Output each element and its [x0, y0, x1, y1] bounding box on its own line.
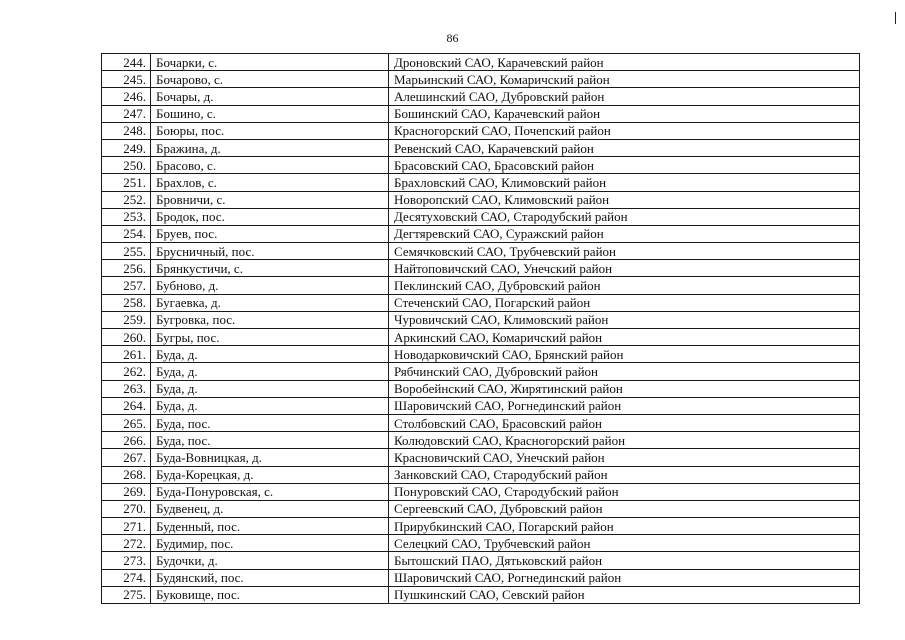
row-number-cell: 255. [102, 243, 151, 260]
table-row [102, 174, 860, 191]
settlement-name-cell: Брусничный, пос. [151, 243, 389, 260]
district-cell: Красногорский САО, Почепский район [389, 122, 860, 139]
settlement-name-cell: Бочарово, с. [151, 71, 389, 88]
row-number-cell: 275. [102, 586, 151, 603]
district-cell: Шаровичский САО, Рогнединский район [389, 397, 860, 414]
settlement-name-cell: Буда, д. [151, 363, 389, 380]
district-cell: Бошинский САО, Карачевский район [389, 105, 860, 122]
settlement-name-cell: Бубново, д. [151, 277, 389, 294]
settlements-table [101, 53, 860, 604]
district-cell: Новоропский САО, Климовский район [389, 191, 860, 208]
row-number-cell: 256. [102, 260, 151, 277]
settlement-name-cell: Брасово, с. [151, 157, 389, 174]
district-cell: Брахловский САО, Климовский район [389, 174, 860, 191]
table-row [102, 311, 860, 328]
row-number-cell: 250. [102, 157, 151, 174]
table-row [102, 71, 860, 88]
settlement-name-cell: Бугры, пос. [151, 329, 389, 346]
district-cell: Дегтяревский САО, Суражский район [389, 225, 860, 242]
table-row [102, 260, 860, 277]
settlement-name-cell: Бочары, д. [151, 88, 389, 105]
settlement-name-cell: Буда-Корецкая, д. [151, 466, 389, 483]
district-cell: Алешинский САО, Дубровский район [389, 88, 860, 105]
settlement-name-cell: Бугровка, пос. [151, 311, 389, 328]
table-row [102, 54, 860, 71]
district-cell: Прирубкинский САО, Погарский район [389, 518, 860, 535]
row-number-cell: 248. [102, 122, 151, 139]
district-cell: Понуровский САО, Стародубский район [389, 483, 860, 500]
table-row [102, 329, 860, 346]
table-row [102, 243, 860, 260]
district-cell: Дроновский САО, Карачевский район [389, 54, 860, 71]
table-row [102, 432, 860, 449]
row-number-cell: 273. [102, 552, 151, 569]
row-number-cell: 272. [102, 535, 151, 552]
district-cell: Марьинский САО, Комаричский район [389, 71, 860, 88]
settlements-table-container [101, 53, 859, 604]
district-cell: Воробейнский САО, Жирятинский район [389, 380, 860, 397]
row-number-cell: 254. [102, 225, 151, 242]
district-cell: Найтоповичский САО, Унечский район [389, 260, 860, 277]
district-cell: Колюдовский САО, Красногорский район [389, 432, 860, 449]
settlement-name-cell: Будвенец, д. [151, 500, 389, 517]
row-number-cell: 260. [102, 329, 151, 346]
row-number-cell: 263. [102, 380, 151, 397]
settlement-name-cell: Буда, д. [151, 380, 389, 397]
table-row [102, 139, 860, 156]
district-cell: Семячковский САО, Трубчевский район [389, 243, 860, 260]
table-row [102, 552, 860, 569]
district-cell: Столбовский САО, Брасовский район [389, 414, 860, 431]
table-row [102, 518, 860, 535]
district-cell: Пушкинский САО, Севский район [389, 586, 860, 603]
settlement-name-cell: Буда-Вовницкая, д. [151, 449, 389, 466]
table-row [102, 397, 860, 414]
table-row [102, 191, 860, 208]
row-number-cell: 268. [102, 466, 151, 483]
settlement-name-cell: Буда, пос. [151, 432, 389, 449]
district-cell: Шаровичский САО, Рогнединский район [389, 569, 860, 586]
row-number-cell: 252. [102, 191, 151, 208]
district-cell: Рябчинский САО, Дубровский район [389, 363, 860, 380]
table-row [102, 157, 860, 174]
row-number-cell: 251. [102, 174, 151, 191]
district-cell: Сергеевский САО, Дубровский район [389, 500, 860, 517]
settlement-name-cell: Брахлов, с. [151, 174, 389, 191]
table-row [102, 569, 860, 586]
row-number-cell: 264. [102, 397, 151, 414]
district-cell: Аркинский САО, Комаричский район [389, 329, 860, 346]
row-number-cell: 262. [102, 363, 151, 380]
district-cell: Селецкий САО, Трубчевский район [389, 535, 860, 552]
table-row [102, 122, 860, 139]
table-row [102, 586, 860, 603]
settlement-name-cell: Буда-Понуровская, с. [151, 483, 389, 500]
district-cell: Занковский САО, Стародубский район [389, 466, 860, 483]
table-row [102, 500, 860, 517]
page-number: 86 [446, 31, 459, 45]
settlement-name-cell: Будочки, д. [151, 552, 389, 569]
district-cell: Десятуховский САО, Стародубский район [389, 208, 860, 225]
row-number-cell: 271. [102, 518, 151, 535]
row-number-cell: 253. [102, 208, 151, 225]
settlement-name-cell: Бровничи, с. [151, 191, 389, 208]
row-number-cell: 270. [102, 500, 151, 517]
district-cell: Чуровичский САО, Климовский район [389, 311, 860, 328]
settlement-name-cell: Буденный, пос. [151, 518, 389, 535]
row-number-cell: 244. [102, 54, 151, 71]
settlement-name-cell: Буковище, пос. [151, 586, 389, 603]
settlement-name-cell: Бражина, д. [151, 139, 389, 156]
table-row [102, 225, 860, 242]
settlement-name-cell: Бочарки, с. [151, 54, 389, 71]
row-number-cell: 245. [102, 71, 151, 88]
table-row [102, 483, 860, 500]
table-row [102, 277, 860, 294]
settlement-name-cell: Бошино, с. [151, 105, 389, 122]
settlement-name-cell: Будимир, пос. [151, 535, 389, 552]
table-row [102, 380, 860, 397]
table-row [102, 88, 860, 105]
table-row [102, 105, 860, 122]
settlement-name-cell: Бруев, пос. [151, 225, 389, 242]
table-row [102, 208, 860, 225]
row-number-cell: 249. [102, 139, 151, 156]
district-cell: Пеклинский САО, Дубровский район [389, 277, 860, 294]
row-number-cell: 266. [102, 432, 151, 449]
row-number-cell: 247. [102, 105, 151, 122]
table-row [102, 449, 860, 466]
row-number-cell: 267. [102, 449, 151, 466]
district-cell: Стеченский САО, Погарский район [389, 294, 860, 311]
row-number-cell: 261. [102, 346, 151, 363]
table-row [102, 363, 860, 380]
row-number-cell: 269. [102, 483, 151, 500]
district-cell: Бытошский ПАО, Дятьковский район [389, 552, 860, 569]
settlement-name-cell: Брянкустичи, с. [151, 260, 389, 277]
district-cell: Новодарковичский САО, Брянский район [389, 346, 860, 363]
settlement-name-cell: Бугаевка, д. [151, 294, 389, 311]
district-cell: Брасовский САО, Брасовский район [389, 157, 860, 174]
settlement-name-cell: Будянский, пос. [151, 569, 389, 586]
row-number-cell: 265. [102, 414, 151, 431]
table-row [102, 466, 860, 483]
table-row [102, 414, 860, 431]
district-cell: Красновичский САО, Унечский район [389, 449, 860, 466]
table-row [102, 535, 860, 552]
district-cell: Ревенский САО, Карачевский район [389, 139, 860, 156]
row-number-cell: 259. [102, 311, 151, 328]
row-number-cell: 257. [102, 277, 151, 294]
settlements-table-body [102, 54, 860, 604]
settlement-name-cell: Буда, пос. [151, 414, 389, 431]
settlement-name-cell: Боюры, пос. [151, 122, 389, 139]
table-row [102, 294, 860, 311]
table-row [102, 346, 860, 363]
settlement-name-cell: Буда, д. [151, 397, 389, 414]
row-number-cell: 258. [102, 294, 151, 311]
margin-mark [895, 12, 896, 24]
row-number-cell: 246. [102, 88, 151, 105]
settlement-name-cell: Бродок, пос. [151, 208, 389, 225]
settlement-name-cell: Буда, д. [151, 346, 389, 363]
row-number-cell: 274. [102, 569, 151, 586]
